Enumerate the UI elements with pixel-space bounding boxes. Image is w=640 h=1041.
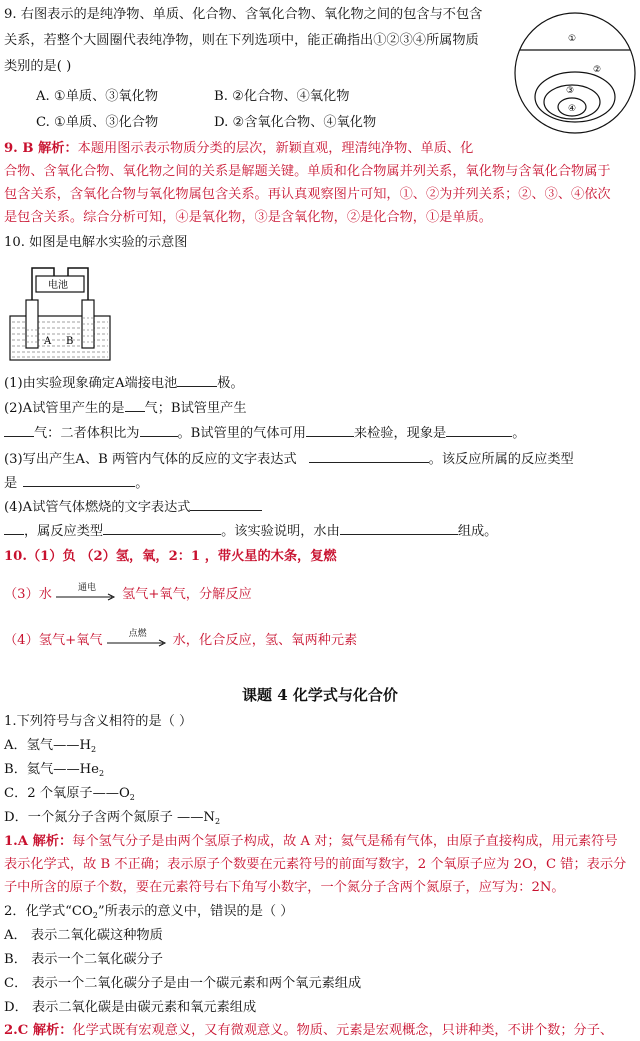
- q10-p2-text-d: 。B试管里的气体可用: [177, 426, 306, 441]
- combustion-condition: 点燃: [128, 628, 147, 639]
- q9-option-d: D. ②含氧化合物、④氧化物: [214, 115, 377, 130]
- s1-option-c: [4, 783, 135, 808]
- battery-label: 电池: [48, 280, 68, 291]
- s1-answer-line2: 表示化学式，故 B 不正确；表示原子个数要在元素符号的前面写数字，2 个氧原子应为 2O，C 错；表示分: [4, 857, 627, 872]
- q10-part3-line2: [4, 472, 148, 494]
- q9-option-a: A. ①单质、③氧化物: [36, 89, 159, 104]
- q10-p2-blank3: [140, 422, 178, 437]
- tube-a-label: A: [44, 336, 52, 347]
- q9-answer-line2: 合物、含氧化合物、氧化物之间的关系是解题关键。单质和化合物属并列关系，氧化物与含氧化合物属于: [4, 164, 611, 179]
- s2-option-c: C． 表示一个二氧化碳分子是由一个碳元素和两个氧元素组成: [4, 976, 362, 991]
- q9-answer-line3: 包含关系，含氧化合物与氧化物属包含关系。再认真观察图片可知，①、②为并列关系；②、③、④依次: [4, 187, 611, 202]
- section-title: 课题 4 化学式与化合价: [242, 686, 398, 704]
- q10-p3-blank1: [309, 448, 429, 463]
- s1-a-sub: 2: [90, 745, 97, 754]
- s1-c-text: C．2 个氧原子——O: [4, 786, 130, 801]
- q10-p3-blank2: [23, 472, 135, 487]
- q10-p1-text-b: 极。: [217, 376, 244, 391]
- q10-ans3-text-b: 氢气+氧气，分解反应: [121, 587, 252, 602]
- tube-b-label: B: [66, 336, 74, 347]
- s1-a-text: A．氢气——H: [4, 738, 91, 753]
- q10-p2-blank4: [306, 422, 354, 437]
- q10-part3-line1: [4, 448, 574, 470]
- q10-answer-1: 10.（1）负 （2）氢，氧，2：1 ，带火星的木条，复燃: [4, 549, 337, 564]
- q10-part2-line2: [4, 422, 525, 444]
- q10-p2-text-f: 。: [512, 426, 526, 441]
- diagram-label-2: ②: [593, 65, 602, 75]
- s2-answer-text1: 化学式既有宏观意义，又有微观意义。物质、元素是宏观概念，只讲种类，不讲个数；分子、: [72, 1023, 614, 1038]
- q10-p4-blank1: [190, 496, 262, 511]
- q10-p1-text-a: (1)由实验现象确定A端接电池: [4, 376, 178, 391]
- q10-p3-text-b: 。该反应所属的反应类型: [428, 452, 574, 467]
- s2-stem: [4, 901, 293, 926]
- s1-option-b: [4, 759, 104, 784]
- q10-p3-text-a: (3)写出产生A、B 两管内气体的反应的文字表达式: [4, 452, 297, 467]
- s1-b-text: B．氦气——He: [4, 762, 99, 777]
- q10-p1-blank: [177, 372, 217, 387]
- q10-p3-text-d: 。: [135, 476, 149, 491]
- combustion-arrow: [107, 628, 169, 648]
- q10-part2-line1: [4, 397, 247, 419]
- s2-option-b: B． 表示一个二氧化碳分子: [4, 952, 163, 967]
- q9-stem-line2: 关系，若整个大圆圈代表纯净物，则在下列选项中，能正确指出①②③④所属物质: [4, 33, 479, 48]
- q10-p2-text-b: 气；B试管里产生: [144, 401, 247, 416]
- q10-p2-text-c: 气：二者体积比为: [34, 426, 140, 441]
- q9-stem-line1: 9. 右图表示的是纯净物、单质、化合物、含氧化合物、氧化物之间的包含与不包含: [4, 7, 483, 22]
- electrolysis-arrow: [56, 582, 118, 602]
- s2-stem-a: 2．化学式“CO: [4, 904, 93, 919]
- q9-answer-text1: 本题用图示表示物质分类的层次，新颖直观，理清纯净物、单质、化: [77, 141, 474, 156]
- s2-stem-sub: 2: [92, 911, 98, 920]
- q10-stem: 10. 如图是电解水实验的示意图: [4, 235, 188, 250]
- q9-option-c: C. ①单质、③化合物: [36, 115, 159, 130]
- q10-p2-blank2: [4, 422, 34, 437]
- q9-answer-line1: [4, 138, 473, 159]
- electrolysis-diagram: [6, 260, 118, 364]
- s1-d-sub: 2: [214, 817, 221, 826]
- q9-stem-line3: 类别的是( ): [4, 59, 72, 74]
- s1-b-sub: 2: [98, 769, 105, 778]
- q10-p2-text-a: (2)A试管里产生的是: [4, 401, 125, 416]
- q10-part4-line1: [4, 496, 262, 518]
- q10-p4-text-a: (4)A试管气体燃烧的文字表达式: [4, 500, 191, 515]
- q10-p2-blank5: [446, 422, 512, 437]
- electrolysis-condition: 通电: [77, 582, 96, 593]
- diagram-label-3: ③: [566, 86, 575, 96]
- q10-ans4-text-a: （4）氢气+氧气: [4, 633, 103, 648]
- q10-p4-blank4: [340, 520, 458, 535]
- s2-answer-head: 2.C 解析：: [4, 1023, 73, 1038]
- s2-option-a: A． 表示二氧化碳这种物质: [4, 928, 163, 943]
- q10-p4-text-d: 组成。: [457, 524, 498, 539]
- s2-stem-b: ”所表示的意义中，错误的是（ ）: [97, 904, 294, 919]
- s1-answer-head: 1.A 解析：: [4, 834, 73, 849]
- q10-p3-text-c: 是: [4, 476, 18, 491]
- q10-p2-text-e: 来检验，现象是: [353, 426, 447, 441]
- s1-option-a: [4, 735, 96, 760]
- q10-p2-blank1: [125, 397, 145, 412]
- q9-answer-line4: 是包含关系。综合分析可知，④是氧化物，③是含氧化物，②是化合物，①是单质。: [4, 210, 492, 225]
- q10-part1: [4, 372, 244, 394]
- q10-p4-blank3: [103, 520, 221, 535]
- s1-answer-line3: 子中所含的原子个数，要在元素符号右下角写小数字，一个氮分子含两个氮原子，应写为：2N。: [4, 880, 565, 895]
- q10-answer-3: [4, 584, 252, 605]
- s1-c-sub: 2: [129, 793, 135, 802]
- q9-answer-head: 9. B 解析：: [4, 141, 78, 156]
- s1-option-d: [4, 807, 220, 832]
- classification-diagram: [512, 4, 638, 142]
- q10-answer-4: [4, 630, 357, 651]
- s1-answer-text1: 每个氢气分子是由两个氢原子构成，故 A 对；氦气是稀有气体，由原子直接构成，用元素符号: [72, 834, 618, 849]
- q10-ans4-text-b: 水，化合反应，氢、氧两种元素: [172, 633, 358, 648]
- s1-stem: 1.下列符号与含义相符的是（ ）: [4, 714, 193, 729]
- q10-p4-text-b: ，属反应类型: [24, 524, 104, 539]
- s1-answer-line1: [4, 831, 618, 852]
- q9-option-b: B. ②化合物、④氧化物: [214, 89, 350, 104]
- q10-part4-line2: [4, 520, 497, 542]
- q10-p4-text-c: 。该实验说明，水由: [221, 524, 340, 539]
- s1-d-text: D．一个氮分子含两个氮原子 ——N: [4, 810, 215, 825]
- diagram-label-4: ④: [568, 104, 577, 114]
- diagram-label-1: ①: [568, 34, 577, 44]
- q10-ans3-text-a: （3）水: [4, 587, 52, 602]
- s2-option-d: D． 表示二氧化碳是由碳元素和氧元素组成: [4, 1000, 257, 1015]
- q10-p4-blank2: [4, 520, 24, 535]
